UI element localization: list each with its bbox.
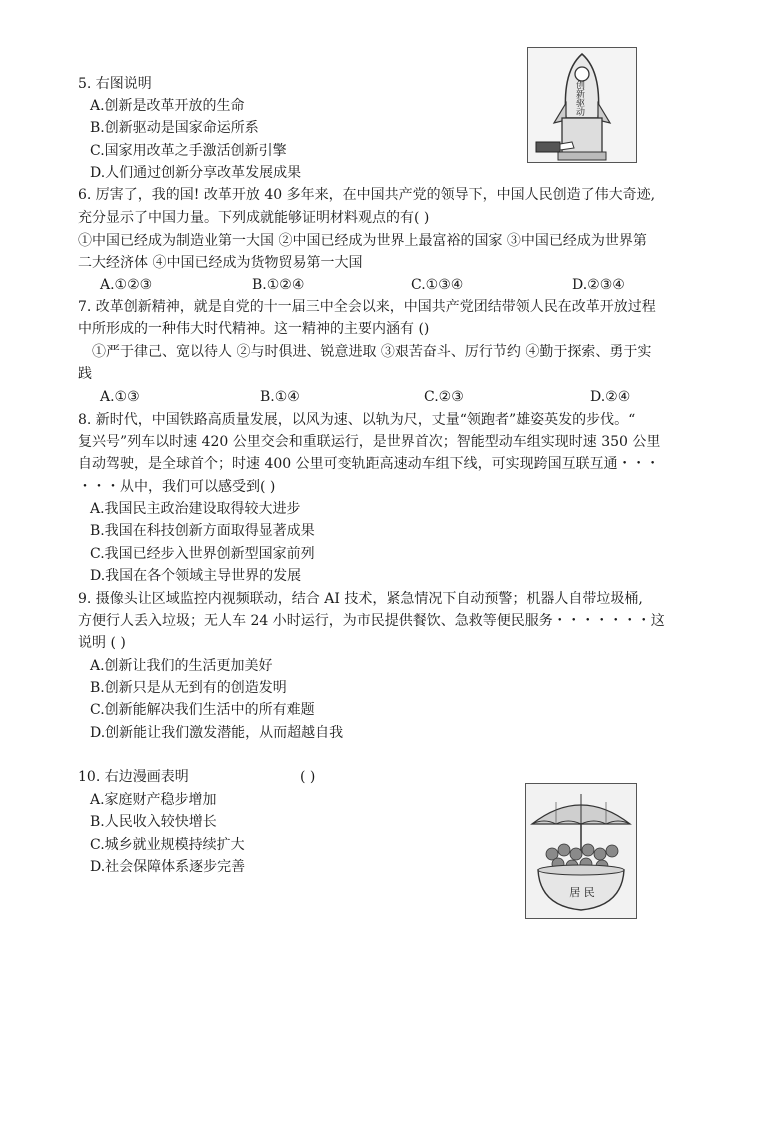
q10-answer-bracket: ( ) — [300, 769, 316, 785]
q7-line-1: 7. 改革创新精神，就是自党的十一届三中全会以来，中国共产党团结带领人民在改革开放过程 — [78, 299, 656, 315]
q5-option-b: B.创新驱动是国家命运所系 — [90, 120, 259, 136]
q6-option-c: C.①③④ — [411, 277, 464, 293]
q8-line-4: ・・・从中，我们可以感受到( ) — [78, 479, 276, 495]
q9-line-1: 9. 摄像头让区域监控内视频联动，结合 AI 技术，紧急情况下自动预警；机器人自带垃圾桶, — [78, 591, 643, 607]
q5-rocket-cartoon — [527, 47, 637, 163]
q7-line-2: 中所形成的一种伟大时代精神。这一精神的主要内涵有 () — [78, 321, 430, 337]
q10-bowl-label: 居 民 — [569, 886, 595, 899]
q9-option-a: A.创新让我们的生活更加美好 — [90, 658, 273, 674]
q7-line-4: 践 — [78, 366, 92, 382]
q7-option-b: B.①④ — [260, 389, 300, 405]
q6-option-a: A.①②③ — [100, 277, 153, 293]
q8-option-a: A.我国民主政治建设取得较大进步 — [90, 501, 301, 517]
q9-option-b: B.创新只是从无到有的创造发明 — [90, 680, 287, 696]
q10-option-a: A.家庭财产稳步增加 — [90, 792, 217, 808]
q5-stem: 5. 右图说明 — [78, 76, 152, 92]
q8-option-b: B.我国在科技创新方面取得显著成果 — [90, 523, 315, 539]
q6-line-4: 二大经济体 ④中国已经成为货物贸易第一大国 — [78, 255, 363, 271]
q6-line-1: 6. 厉害了，我的国! 改革开放 40 多年来，在中国共产党的领导下，中国人民创造了伟大奇迹, — [78, 187, 656, 203]
q8-option-d: D.我国在各个领域主导世界的发展 — [90, 568, 302, 584]
q8-line-2: 复兴号”列车以时速 420 公里交会和重联运行，是世界首次；智能型动车组实现时速 350 公里 — [78, 434, 661, 450]
q9-line-3: 说明 ( ) — [78, 635, 126, 651]
q10-option-d: D.社会保障体系逐步完善 — [90, 859, 246, 875]
q7-options — [0, 386, 783, 408]
q5-rocket-label: 创新驱动 — [576, 81, 586, 118]
q5-option-a: A.创新是改革开放的生命 — [90, 98, 245, 114]
q8-line-3: 自动驾驶，是全球首个；时速 400 公里可变轨距高速动车组下线，可实现跨国互联互通・・・ — [78, 456, 660, 472]
q5-option-d: D.人们通过创新分享改革发展成果 — [90, 165, 302, 181]
q10-option-c: C.城乡就业规模持续扩大 — [90, 837, 245, 853]
q9-option-d: D.创新能让我们激发潜能，从而超越自我 — [90, 725, 344, 741]
q8-line-1: 8. 新时代，中国铁路高质量发展，以风为速、以轨为尺，丈量“领跑者”雄姿英发的步伐。“ — [78, 412, 636, 428]
q6-line-2: 充分显示了中国力量。下列成就能够证明材料观点的有( ) — [78, 210, 430, 226]
q7-option-c: C.②③ — [424, 389, 464, 405]
q9-option-c: C.创新能解决我们生活中的所有难题 — [90, 702, 315, 718]
q9-line-2: 方便行人丢入垃圾；无人车 24 小时运行，为市民提供餐饮、急救等便民服务・・・・・・・这 — [78, 613, 665, 629]
q7-option-a: A.①③ — [100, 389, 140, 405]
q6-options — [0, 274, 783, 296]
q6-option-b: B.①②④ — [252, 277, 305, 293]
q10-stem: 10. 右边漫画表明 — [78, 769, 189, 785]
q10-option-b: B.人民收入较快增长 — [90, 814, 217, 830]
q7-line-3: ①严于律己、宽以待人 ②与时俱进、锐意进取 ③艰苦奋斗、厉行节约 ④勤于探索、勇于实 — [92, 344, 652, 360]
q7-option-d: D.②④ — [590, 389, 631, 405]
q6-line-3: ①中国已经成为制造业第一大国 ②中国已经成为世界上最富裕的国家 ③中国已经成为世界第 — [78, 233, 647, 249]
q5-option-c: C.国家用改革之手激活创新引擎 — [90, 143, 287, 159]
q6-option-d: D.②③④ — [572, 277, 625, 293]
q10-umbrella-cartoon — [525, 783, 637, 919]
q8-option-c: C.我国已经步入世界创新型国家前列 — [90, 546, 315, 562]
